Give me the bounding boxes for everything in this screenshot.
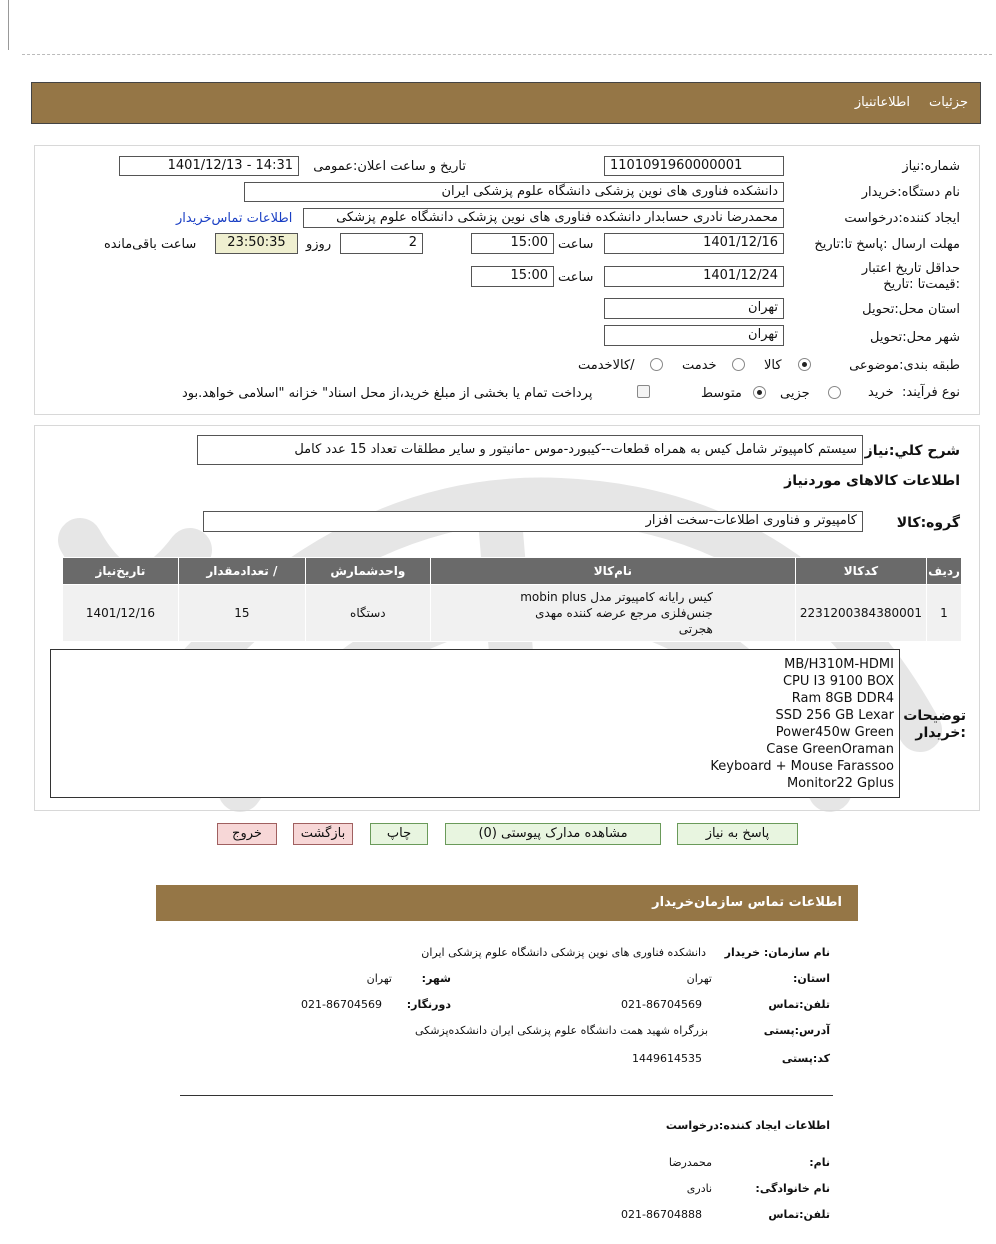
group-label: گروه:کالا (896, 515, 960, 531)
contact-province-label: استان: (793, 972, 830, 985)
creator-field[interactable]: محمدرضا نادری حسابدار دانشکده فناوری های نوین پزشکی دانشگاه علوم پزشکی (303, 208, 784, 228)
th-qty: / تعدادمقدار (178, 558, 305, 585)
tab-need-info[interactable]: اطلاعاتنیاز (854, 95, 910, 110)
treasury-checkbox[interactable] (637, 384, 650, 399)
validity-label: حداقل تاریخ اعتبار :قیمت‌تا :تاریخ (861, 261, 960, 292)
category-label: طبقه بندی:موضوعی (849, 358, 960, 373)
contact-title: اطلاعات تماس سازمان‌خریدار (652, 895, 842, 910)
reply-button[interactable]: پاسخ به نیاز (677, 823, 798, 845)
creator-phone-value: 021-86704888 (621, 1208, 702, 1221)
cell-date: 1401/12/16 (63, 585, 179, 642)
need-number-label: شماره:نیاز (902, 159, 960, 174)
cell-unit: دستگاه (305, 585, 430, 642)
proc-medium-radio[interactable] (753, 385, 766, 400)
process-label: نوع فرآیند: (902, 385, 960, 400)
th-row: ردیف (927, 558, 962, 585)
contact-fax-label: دورنگار: (406, 998, 451, 1011)
cat-goods-radio[interactable] (798, 357, 811, 372)
tab-details[interactable]: جزئیات (929, 95, 968, 110)
buyer-contact-link[interactable]: اطلاعات تماس‌خریدار (176, 211, 293, 226)
buyer-org-label: نام دستگاه:خریدار (861, 185, 960, 200)
contact-postal-label: کد:پستی (781, 1052, 830, 1065)
buyer-note-line: Case GreenOraman (766, 742, 894, 757)
contact-phone-label: تلفن:تماس (768, 998, 830, 1011)
contact-phone-value: 021-86704569 (621, 998, 702, 1011)
cell-name-text: کیس رایانه کامپیوتر مدل mobin plus جنس‌فلزی مرجع عرضه کننده مهدی هجرتی (520, 590, 713, 636)
table-row[interactable] (63, 585, 962, 642)
header-bar (31, 82, 981, 124)
city-label: شهر محل:تحویل (870, 330, 960, 345)
contact-address-value: بزرگراه شهید همت دانشگاه علوم پزشکی ایران دانشکده‌پزشکی (414, 1024, 708, 1037)
need-number-field[interactable]: 1101091960000001 (604, 156, 784, 176)
creator-name-label: نام: (809, 1156, 830, 1169)
creator-phone-label: تلفن:تماس (768, 1208, 830, 1221)
creator-label: ایجاد کننده:درخواست (844, 211, 960, 226)
th-date: تاریخ‌نیاز (63, 558, 179, 585)
contact-city-value: تهران (366, 972, 392, 985)
validity-time-label: ساعت (558, 270, 594, 285)
desc-label: شرح کلي:نیاز (864, 443, 960, 459)
proc-small-radio[interactable] (828, 385, 841, 400)
days-field[interactable]: 2 (340, 233, 423, 254)
contact-province-value: تهران (686, 972, 712, 985)
contact-divider (180, 1095, 833, 1096)
deadline-time-field[interactable]: 15:00 (471, 233, 554, 254)
buyer-notes-lines (710, 656, 894, 792)
buyer-note-line: Power450w Green (775, 725, 894, 740)
left-border (8, 0, 9, 50)
creator-family-label: نام خانوادگی: (755, 1182, 830, 1195)
announce-label: تاریخ و ساعت اعلان:عمومی (313, 159, 466, 174)
validity-date-field[interactable]: 1401/12/24 (604, 266, 784, 287)
deadline-date-field[interactable]: 1401/12/16 (604, 233, 784, 254)
deadline-time-label: ساعت (558, 237, 594, 252)
cat-service-radio[interactable] (732, 357, 745, 372)
creator-family-value: نادری (686, 1182, 712, 1195)
process-buy-label: خرید (868, 385, 894, 400)
buyer-notes-label: توضیحات :خریدار (903, 708, 966, 741)
creator-name-value: محمدرضا (668, 1156, 712, 1169)
top-divider (22, 54, 992, 55)
print-button[interactable]: چاپ (370, 823, 428, 845)
buyer-notes-box[interactable] (50, 649, 900, 798)
cell-code: 2231200384380001 (795, 585, 926, 642)
org-label: نام سازمان: خریدار (724, 946, 830, 959)
buyer-org-field[interactable]: دانشکده فناوری های نوین پزشکی دانشگاه علوم پزشکی ایران (244, 182, 784, 202)
th-name: نام‌کالا (430, 558, 795, 585)
validity-time-field[interactable]: 15:00 (471, 266, 554, 287)
proc-medium-label: متوسط (701, 386, 742, 401)
exit-button[interactable]: خروج (217, 823, 277, 845)
back-button[interactable]: بازگشت (293, 823, 353, 845)
province-field[interactable]: تهران (604, 298, 784, 319)
days-label: روزو (306, 237, 332, 252)
proc-small-label: جزیی (780, 386, 810, 401)
contact-header-bar (156, 885, 858, 921)
buyer-note-line: CPU I3 9100 BOX (782, 674, 894, 689)
th-code: کدکالا (795, 558, 926, 585)
countdown-timer: 23:50:35 (215, 233, 298, 254)
table-header-row (63, 558, 962, 585)
deadline-label: مهلت ارسال :پاسخ تا:تاریخ (814, 237, 960, 252)
buyer-note-line: SSD 256 GB Lexar (775, 708, 894, 723)
contact-postal-value: 1449614535 (632, 1052, 702, 1065)
attachments-button[interactable]: مشاهده مدارک پیوستی (0) (445, 823, 661, 845)
contact-fax-value: 021-86704569 (301, 998, 382, 1011)
cat-goods-service-label: /کالاخدمت (578, 358, 635, 373)
items-table (62, 557, 962, 642)
payment-note: پرداخت تمام یا بخشی از مبلغ خرید،از محل اسناد" خزانه "اسلامی خواهد.بود (182, 386, 593, 401)
province-label: استان محل:تحویل (862, 302, 960, 317)
cell-name (430, 585, 795, 642)
org-value: دانشکده فناوری های نوین پزشکی دانشگاه علوم پزشکی ایران (421, 946, 706, 959)
remaining-label: ساعت باقی‌مانده (104, 237, 197, 252)
cat-goods-label: کالا (764, 358, 782, 373)
contact-address-label: آدرس:پستی (763, 1024, 830, 1037)
contact-city-label: شهر: (421, 972, 451, 985)
cell-row: 1 (927, 585, 962, 642)
goods-info-title: اطلاعات کالاهای موردنیاز (784, 473, 960, 489)
city-field[interactable]: تهران (604, 325, 784, 346)
desc-field[interactable]: سیستم کامپیوتر شامل کیس به همراه قطعات--کیبورد-موس -مانیتور و سایر مطلقات تعداد 15 عدد کامل (197, 435, 863, 465)
creator-info-title: اطلاعات ایجاد کننده:درخواست (665, 1119, 830, 1132)
buyer-note-line: MB/H310M-HDMI (784, 657, 894, 672)
announce-field[interactable]: 1401/12/13 - 14:31 (119, 156, 299, 176)
cat-goods-service-radio[interactable] (650, 357, 663, 372)
buyer-note-line: Ram 8GB DDR4 (791, 691, 894, 706)
group-field[interactable]: کامپیوتر و فناوری اطلاعات-سخت افزار (203, 511, 863, 532)
cat-service-label: خدمت (682, 358, 717, 373)
th-unit: واحدشمارش (305, 558, 430, 585)
buyer-note-line: Monitor22 Gplus (786, 776, 894, 791)
cell-qty: 15 (178, 585, 305, 642)
buyer-note-line: Keyboard + Mouse Farassoo (710, 759, 894, 774)
